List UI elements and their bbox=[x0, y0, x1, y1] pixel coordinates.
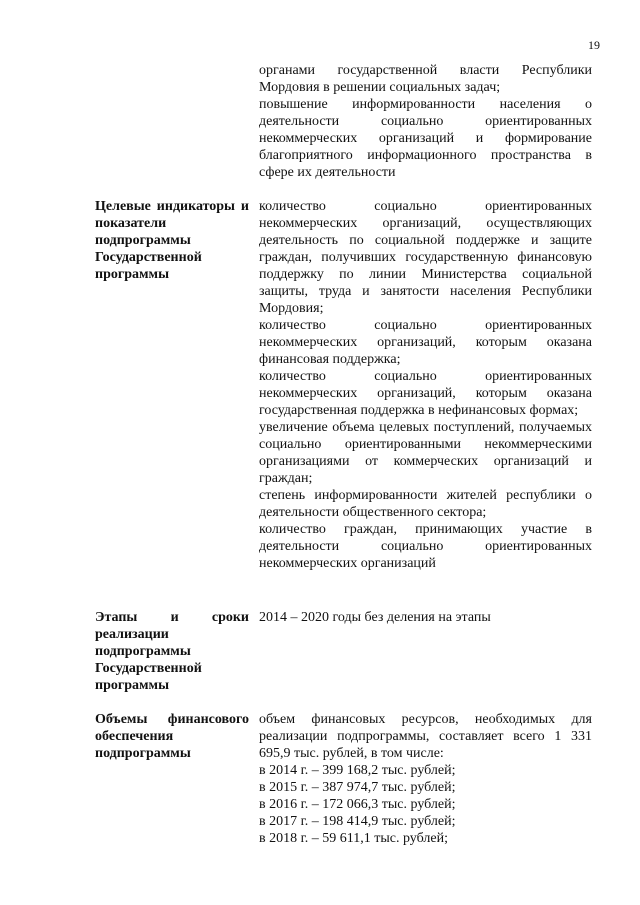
intro-paragraph: органами государственной власти Республики Мордовия в решении социальных задач; bbox=[259, 63, 592, 95]
section-label: Целевые индикаторы и показатели подпрограммы Государственной программы bbox=[95, 199, 249, 282]
section-content bbox=[259, 609, 592, 626]
financing-item: в 2017 г. – 198 414,9 тыс. рублей; bbox=[259, 814, 456, 829]
indicator-item: количество социально ориентированных некоммерческих организаций, осуществляющих деятельность по социальной поддержке и защите граждан, получивших государственную финансовую поддержку по линии Министерства социальной защиты, труда и занятости населения Республики Мордовия; bbox=[259, 199, 592, 316]
intro-content bbox=[259, 62, 592, 181]
stages-item: 2014 – 2020 годы без деления на этапы bbox=[259, 610, 491, 625]
financing-item: в 2018 г. – 59 611,1 тыс. рублей; bbox=[259, 831, 448, 846]
indicator-item: количество социально ориентированных некоммерческих организаций, которым оказана государственная поддержка в нефинансовых формах; bbox=[259, 369, 592, 418]
page-number: 19 bbox=[588, 38, 600, 52]
indicator-item: количество социально ориентированных некоммерческих организаций, которым оказана финансовая поддержка; bbox=[259, 318, 592, 367]
section-content bbox=[259, 711, 592, 847]
section-content bbox=[259, 198, 592, 572]
financing-item: в 2014 г. – 399 168,2 тыс. рублей; bbox=[259, 763, 456, 778]
indicator-item: степень информированности жителей республики о деятельности общественного сектора; bbox=[259, 488, 592, 520]
section-label: Этапы и сроки реализации подпрограммы Государственной программы bbox=[95, 610, 249, 693]
financing-item: объем финансовых ресурсов, необходимых для реализации подпрограммы, составляет всего 1 331 695,9 тыс. рублей, в том числе: bbox=[259, 712, 592, 761]
indicator-item: увеличение объема целевых поступлений, получаемых социально ориентированными некоммерческими организациями от коммерческих организаций и граждан; bbox=[259, 420, 592, 486]
indicator-item: количество граждан, принимающих участие в деятельности социально ориентированных некоммерческих организаций bbox=[259, 522, 592, 571]
section-label: Объемы финансового обеспечения подпрограммы bbox=[95, 712, 249, 761]
financing-item: в 2016 г. – 172 066,3 тыс. рублей; bbox=[259, 797, 456, 812]
financing-item: в 2015 г. – 387 974,7 тыс. рублей; bbox=[259, 780, 456, 795]
intro-paragraph: повышение информированности населения о деятельности социально ориентированных некоммерческих организаций и формирование благоприятного информационного пространства в сфере их деятельности bbox=[259, 97, 592, 180]
